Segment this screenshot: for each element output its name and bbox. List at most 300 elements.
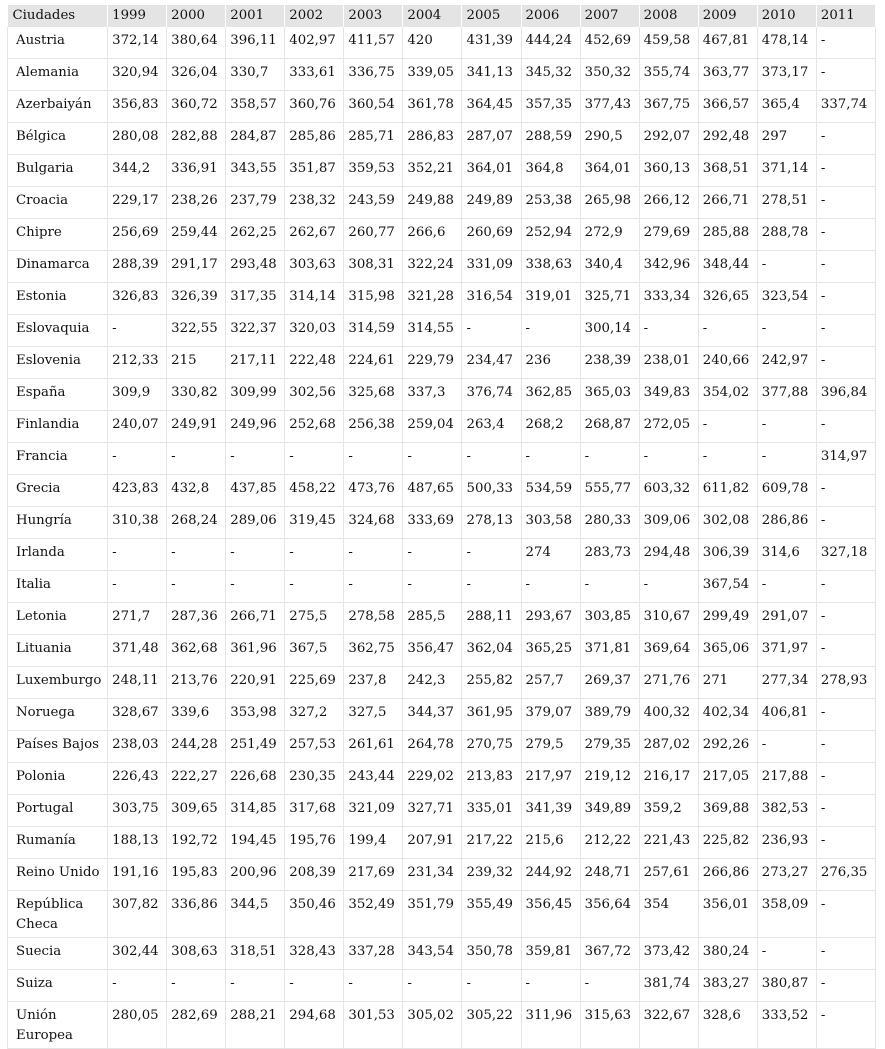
table-cell: 354,02: [698, 379, 757, 411]
table-cell: 487,65: [403, 475, 462, 507]
table-row: [8, 827, 876, 859]
table-row: [8, 970, 876, 1002]
table-cell: -: [816, 970, 875, 1002]
table-cell: 215,6: [521, 827, 580, 859]
table-cell: -: [816, 731, 875, 763]
table-cell: 244,28: [167, 731, 226, 763]
table-cell: -: [285, 443, 344, 475]
table-cell: 305,22: [462, 1002, 521, 1049]
table-cell: 234,47: [462, 347, 521, 379]
table-row: [8, 155, 876, 187]
table-cell: -: [757, 251, 816, 283]
table-cell: 342,96: [639, 251, 698, 283]
table-cell: 310,38: [108, 507, 167, 539]
table-cell: 333,52: [757, 1002, 816, 1049]
table-cell: -: [462, 571, 521, 603]
table-cell: 327,18: [816, 539, 875, 571]
table-cell: -: [285, 571, 344, 603]
table-cell: 339,05: [403, 59, 462, 91]
table-cell: 323,54: [757, 283, 816, 315]
table-row: [8, 283, 876, 315]
table-cell: 362,75: [344, 635, 403, 667]
row-country-name: Croacia: [8, 187, 108, 219]
table-cell: -: [757, 938, 816, 970]
table-cell: 261,61: [344, 731, 403, 763]
table-cell: 360,13: [639, 155, 698, 187]
table-cell: 200,96: [226, 859, 285, 891]
table-cell: 305,02: [403, 1002, 462, 1049]
table-cell: 268,24: [167, 507, 226, 539]
row-country-name: Suecia: [8, 938, 108, 970]
table-cell: 321,09: [344, 795, 403, 827]
table-cell: 369,64: [639, 635, 698, 667]
table-cell: 229,02: [403, 763, 462, 795]
table-header: [8, 5, 876, 27]
table-cell: -: [344, 539, 403, 571]
table-cell: 253,38: [521, 187, 580, 219]
table-cell: -: [639, 315, 698, 347]
table-cell: -: [108, 443, 167, 475]
table-cell: 194,45: [226, 827, 285, 859]
table-cell: 314,85: [226, 795, 285, 827]
table-cell: 326,65: [698, 283, 757, 315]
row-country-name: Estonia: [8, 283, 108, 315]
table-cell: 263,4: [462, 411, 521, 443]
table-cell: 360,54: [344, 91, 403, 123]
row-country-name: Eslovaquia: [8, 315, 108, 347]
table-cell: 365,06: [698, 635, 757, 667]
table-row: [8, 603, 876, 635]
table-cell: 336,86: [167, 891, 226, 938]
table-cell: 365,4: [757, 91, 816, 123]
table-cell: 377,43: [580, 91, 639, 123]
table-cell: 280,33: [580, 507, 639, 539]
table-cell: -: [757, 315, 816, 347]
column-header-year: 1999: [108, 5, 167, 27]
table-row: [8, 123, 876, 155]
row-country-name: Dinamarca: [8, 251, 108, 283]
table-cell: -: [226, 443, 285, 475]
column-header-year: 2008: [639, 5, 698, 27]
table-cell: 217,97: [521, 763, 580, 795]
table-cell: 356,64: [580, 891, 639, 938]
table-cell: -: [816, 251, 875, 283]
table-cell: -: [757, 443, 816, 475]
table-cell: 340,4: [580, 251, 639, 283]
table-cell: 292,26: [698, 731, 757, 763]
table-cell: -: [580, 970, 639, 1002]
table-cell: -: [816, 59, 875, 91]
table-cell: 268,87: [580, 411, 639, 443]
table-cell: 355,74: [639, 59, 698, 91]
table-cell: 278,13: [462, 507, 521, 539]
table-cell: 257,61: [639, 859, 698, 891]
table-cell: 301,53: [344, 1002, 403, 1049]
table-cell: 314,55: [403, 315, 462, 347]
row-country-name: Letonia: [8, 603, 108, 635]
table-cell: 356,47: [403, 635, 462, 667]
table-cell: 287,07: [462, 123, 521, 155]
table-cell: 380,64: [167, 27, 226, 59]
table-row: [8, 795, 876, 827]
table-cell: 231,34: [403, 859, 462, 891]
table-cell: -: [285, 970, 344, 1002]
table-cell: 359,53: [344, 155, 403, 187]
table-cell: 278,93: [816, 667, 875, 699]
table-cell: 244,92: [521, 859, 580, 891]
table-cell: 328,67: [108, 699, 167, 731]
table-cell: 326,04: [167, 59, 226, 91]
row-country-name: Países Bajos: [8, 731, 108, 763]
column-header-year: 2006: [521, 5, 580, 27]
table-cell: 423,83: [108, 475, 167, 507]
table-cell: -: [403, 571, 462, 603]
table-cell: -: [698, 443, 757, 475]
table-row: [8, 27, 876, 59]
table-cell: 309,9: [108, 379, 167, 411]
table-cell: 303,75: [108, 795, 167, 827]
table-cell: -: [344, 970, 403, 1002]
table-cell: 271: [698, 667, 757, 699]
table-cell: 348,44: [698, 251, 757, 283]
table-cell: 273,27: [757, 859, 816, 891]
table-cell: 353,98: [226, 699, 285, 731]
table-cell: 609,78: [757, 475, 816, 507]
table-cell: 217,69: [344, 859, 403, 891]
table-cell: 238,03: [108, 731, 167, 763]
table-cell: 335,01: [462, 795, 521, 827]
table-cell: 288,78: [757, 219, 816, 251]
table-cell: 358,57: [226, 91, 285, 123]
table-cell: 327,71: [403, 795, 462, 827]
table-cell: 356,01: [698, 891, 757, 938]
table-row: [8, 59, 876, 91]
table-cell: -: [816, 283, 875, 315]
table-cell: 222,27: [167, 763, 226, 795]
table-cell: 355,49: [462, 891, 521, 938]
table-cell: 364,8: [521, 155, 580, 187]
table-cell: 365,03: [580, 379, 639, 411]
header-row: [8, 5, 876, 27]
table-cell: 500,33: [462, 475, 521, 507]
table-cell: -: [698, 315, 757, 347]
table-cell: 238,26: [167, 187, 226, 219]
table-cell: 249,88: [403, 187, 462, 219]
table-cell: 330,7: [226, 59, 285, 91]
table-cell: 191,16: [108, 859, 167, 891]
table-cell: 317,68: [285, 795, 344, 827]
table-cell: 314,14: [285, 283, 344, 315]
table-cell: 195,76: [285, 827, 344, 859]
table-cell: 249,96: [226, 411, 285, 443]
table-cell: 303,58: [521, 507, 580, 539]
table-cell: 242,97: [757, 347, 816, 379]
table-cell: 262,25: [226, 219, 285, 251]
table-cell: -: [816, 411, 875, 443]
table-cell: 274: [521, 539, 580, 571]
row-country-name: Chipre: [8, 219, 108, 251]
table-cell: -: [816, 1002, 875, 1049]
column-header-year: 2004: [403, 5, 462, 27]
table-cell: 299,49: [698, 603, 757, 635]
table-cell: -: [521, 970, 580, 1002]
table-cell: 344,37: [403, 699, 462, 731]
table-cell: 341,39: [521, 795, 580, 827]
table-cell: 285,88: [698, 219, 757, 251]
table-cell: 294,48: [639, 539, 698, 571]
table-cell: 366,57: [698, 91, 757, 123]
table-row: [8, 667, 876, 699]
table-cell: 356,83: [108, 91, 167, 123]
table-cell: 291,07: [757, 603, 816, 635]
table-cell: 311,96: [521, 1002, 580, 1049]
table-cell: 294,68: [285, 1002, 344, 1049]
table-cell: -: [403, 443, 462, 475]
table-cell: -: [580, 571, 639, 603]
table-cell: 473,76: [344, 475, 403, 507]
table-cell: -: [816, 347, 875, 379]
table-cell: 328,43: [285, 938, 344, 970]
table-cell: 389,79: [580, 699, 639, 731]
table-cell: 364,45: [462, 91, 521, 123]
table-cell: 217,05: [698, 763, 757, 795]
table-cell: -: [344, 571, 403, 603]
table-cell: 327,5: [344, 699, 403, 731]
table-cell: 314,59: [344, 315, 403, 347]
column-header-year: 2010: [757, 5, 816, 27]
table-cell: 236: [521, 347, 580, 379]
table-cell: 287,02: [639, 731, 698, 763]
table-cell: 371,14: [757, 155, 816, 187]
table-cell: 400,32: [639, 699, 698, 731]
table-cell: -: [816, 795, 875, 827]
row-country-name: Unión Europea: [8, 1002, 108, 1049]
row-country-name: Lituania: [8, 635, 108, 667]
table-cell: 249,89: [462, 187, 521, 219]
table-cell: 371,97: [757, 635, 816, 667]
table-cell: 437,85: [226, 475, 285, 507]
table-row: [8, 379, 876, 411]
table-cell: 217,22: [462, 827, 521, 859]
table-cell: 199,4: [344, 827, 403, 859]
column-header-year: 2001: [226, 5, 285, 27]
table-cell: -: [226, 539, 285, 571]
table-cell: 236,93: [757, 827, 816, 859]
table-cell: -: [816, 635, 875, 667]
row-country-name: Rumanía: [8, 827, 108, 859]
table-cell: 264,78: [403, 731, 462, 763]
table-cell: 238,01: [639, 347, 698, 379]
table-cell: 343,55: [226, 155, 285, 187]
table-cell: 283,73: [580, 539, 639, 571]
table-cell: 322,37: [226, 315, 285, 347]
table-cell: 381,74: [639, 970, 698, 1002]
table-cell: 467,81: [698, 27, 757, 59]
table-cell: 224,61: [344, 347, 403, 379]
table-cell: 360,72: [167, 91, 226, 123]
table-cell: 362,85: [521, 379, 580, 411]
table-cell: 285,5: [403, 603, 462, 635]
table-cell: 377,88: [757, 379, 816, 411]
table-cell: 315,98: [344, 283, 403, 315]
table-row: [8, 347, 876, 379]
table-cell: -: [462, 315, 521, 347]
table-cell: 237,8: [344, 667, 403, 699]
column-header-year: 2000: [167, 5, 226, 27]
table-row: [8, 731, 876, 763]
table-cell: 216,17: [639, 763, 698, 795]
table-row: [8, 251, 876, 283]
table-cell: -: [521, 571, 580, 603]
table-cell: 373,17: [757, 59, 816, 91]
table-cell: 354: [639, 891, 698, 938]
table-cell: 351,87: [285, 155, 344, 187]
table-cell: -: [226, 970, 285, 1002]
table-cell: 300,14: [580, 315, 639, 347]
table-cell: 359,2: [639, 795, 698, 827]
table-cell: 229,17: [108, 187, 167, 219]
table-cell: 266,71: [698, 187, 757, 219]
table-cell: 237,79: [226, 187, 285, 219]
table-cell: 331,09: [462, 251, 521, 283]
table-cell: 257,7: [521, 667, 580, 699]
table-cell: 330,82: [167, 379, 226, 411]
table-cell: -: [816, 763, 875, 795]
table-cell: 396,84: [816, 379, 875, 411]
table-cell: 217,11: [226, 347, 285, 379]
table-cell: 306,39: [698, 539, 757, 571]
table-cell: 360,76: [285, 91, 344, 123]
table-cell: 288,11: [462, 603, 521, 635]
column-header-ciudades: Ciudades: [8, 5, 108, 27]
table-cell: 611,82: [698, 475, 757, 507]
row-country-name: República Checa: [8, 891, 108, 938]
table-cell: -: [521, 443, 580, 475]
table-cell: 280,08: [108, 123, 167, 155]
table-cell: 192,72: [167, 827, 226, 859]
table-cell: 336,91: [167, 155, 226, 187]
table-cell: 207,91: [403, 827, 462, 859]
table-cell: 361,95: [462, 699, 521, 731]
table-cell: 256,69: [108, 219, 167, 251]
table-cell: 452,69: [580, 27, 639, 59]
table-cell: -: [816, 475, 875, 507]
table-cell: 371,81: [580, 635, 639, 667]
table-cell: -: [108, 315, 167, 347]
table-cell: 282,88: [167, 123, 226, 155]
table-cell: 279,5: [521, 731, 580, 763]
table-row: [8, 763, 876, 795]
table-cell: 217,88: [757, 763, 816, 795]
table-cell: 318,51: [226, 938, 285, 970]
table-cell: 333,61: [285, 59, 344, 91]
column-header-year: 2005: [462, 5, 521, 27]
table-row: [8, 219, 876, 251]
table-cell: 272,05: [639, 411, 698, 443]
table-cell: 252,68: [285, 411, 344, 443]
table-cell: -: [816, 219, 875, 251]
table-cell: 269,37: [580, 667, 639, 699]
table-cell: 367,5: [285, 635, 344, 667]
table-cell: -: [757, 411, 816, 443]
table-cell: 286,86: [757, 507, 816, 539]
table-cell: 271,76: [639, 667, 698, 699]
table-cell: -: [816, 187, 875, 219]
table-cell: 302,56: [285, 379, 344, 411]
row-country-name: Irlanda: [8, 539, 108, 571]
table-cell: 238,39: [580, 347, 639, 379]
table-cell: 344,2: [108, 155, 167, 187]
table-cell: 266,6: [403, 219, 462, 251]
table-row: [8, 699, 876, 731]
table-cell: 255,82: [462, 667, 521, 699]
table-cell: 289,06: [226, 507, 285, 539]
table-cell: 341,13: [462, 59, 521, 91]
table-row: [8, 635, 876, 667]
table-cell: 288,21: [226, 1002, 285, 1049]
table-cell: 302,08: [698, 507, 757, 539]
table-cell: 288,59: [521, 123, 580, 155]
table-cell: 352,21: [403, 155, 462, 187]
table-cell: 322,24: [403, 251, 462, 283]
column-header-year: 2002: [285, 5, 344, 27]
table-cell: -: [816, 27, 875, 59]
table-cell: 220,91: [226, 667, 285, 699]
table-cell: -: [167, 443, 226, 475]
table-cell: 240,66: [698, 347, 757, 379]
table-cell: 286,83: [403, 123, 462, 155]
table-cell: 326,83: [108, 283, 167, 315]
table-cell: 372,14: [108, 27, 167, 59]
table-cell: 188,13: [108, 827, 167, 859]
table-cell: 248,71: [580, 859, 639, 891]
row-country-name: Noruega: [8, 699, 108, 731]
table-cell: -: [580, 443, 639, 475]
table-cell: 444,24: [521, 27, 580, 59]
table-cell: 371,48: [108, 635, 167, 667]
table-row: [8, 187, 876, 219]
table-cell: 278,51: [757, 187, 816, 219]
data-table: [7, 5, 876, 1049]
table-cell: 322,55: [167, 315, 226, 347]
row-country-name: Italia: [8, 571, 108, 603]
table-cell: 337,28: [344, 938, 403, 970]
table-cell: 290,5: [580, 123, 639, 155]
table-cell: 243,44: [344, 763, 403, 795]
table-cell: -: [403, 539, 462, 571]
table-cell: -: [462, 970, 521, 1002]
table-cell: -: [462, 443, 521, 475]
row-country-name: Luxemburgo: [8, 667, 108, 699]
table-cell: 268,2: [521, 411, 580, 443]
table-cell: 248,11: [108, 667, 167, 699]
table-cell: 257,53: [285, 731, 344, 763]
table-cell: 266,12: [639, 187, 698, 219]
table-cell: 266,86: [698, 859, 757, 891]
table-cell: 285,71: [344, 123, 403, 155]
table-cell: 265,98: [580, 187, 639, 219]
table-cell: -: [816, 699, 875, 731]
table-cell: 322,67: [639, 1002, 698, 1049]
table-cell: 316,54: [462, 283, 521, 315]
table-cell: 368,51: [698, 155, 757, 187]
table-cell: 351,79: [403, 891, 462, 938]
table-cell: 260,69: [462, 219, 521, 251]
table-cell: 238,32: [285, 187, 344, 219]
table-cell: 266,71: [226, 603, 285, 635]
table-cell: 325,68: [344, 379, 403, 411]
table-cell: 249,91: [167, 411, 226, 443]
